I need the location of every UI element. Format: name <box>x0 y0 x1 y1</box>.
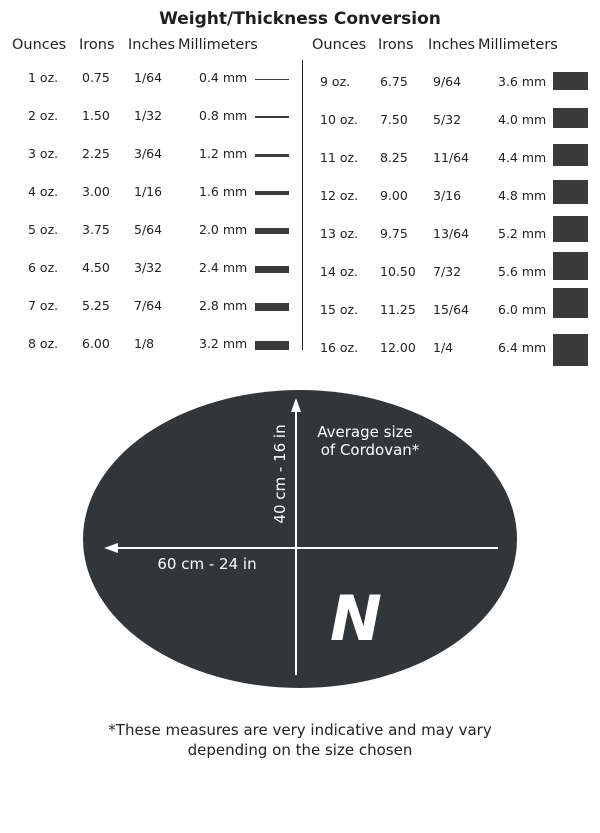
cell-left-irons: 3.00 <box>82 184 110 199</box>
cell-right-ounces: 13 oz. <box>320 226 359 241</box>
cell-left-mm: 2.0 mm <box>199 222 248 237</box>
cell-right-inches: 5/32 <box>433 112 462 127</box>
cell-left-mm: 1.2 mm <box>199 146 248 161</box>
cell-left-inches: 1/32 <box>134 108 163 123</box>
header-ounces-right: Ounces <box>312 37 367 53</box>
cell-right-mm: 6.0 mm <box>498 302 547 317</box>
vertical-dimension-label: 40 cm - 16 in <box>271 424 289 524</box>
cell-left-inches: 3/64 <box>134 146 163 161</box>
cell-right-ounces: 10 oz. <box>320 112 359 127</box>
cell-right-inches: 9/64 <box>433 74 462 89</box>
cell-left-ounces: 5 oz. <box>28 222 59 237</box>
cell-right-inches: 1/4 <box>433 340 454 355</box>
cell-left-inches: 1/16 <box>134 184 163 199</box>
cell-left-mm: 0.4 mm <box>199 70 248 85</box>
header-millimeters-right: Millimeters <box>478 37 558 53</box>
cell-left-ounces: 7 oz. <box>28 298 59 313</box>
cell-right-irons: 6.75 <box>380 74 408 89</box>
cell-left-irons: 3.75 <box>82 222 110 237</box>
cell-left-irons: 2.25 <box>82 146 110 161</box>
header-millimeters-left: Millimeters <box>178 37 258 53</box>
cell-left-mm: 3.2 mm <box>199 336 248 351</box>
cell-right-inches: 11/64 <box>433 150 470 165</box>
cell-left-ounces: 2 oz. <box>28 108 59 123</box>
cell-left-mm: 2.8 mm <box>199 298 248 313</box>
cell-left-inches: 7/64 <box>134 298 163 313</box>
cell-right-ounces: 15 oz. <box>320 302 359 317</box>
cell-left-mm: 0.8 mm <box>199 108 248 123</box>
cell-left-ounces: 6 oz. <box>28 260 59 275</box>
cell-left-ounces: 8 oz. <box>28 336 59 351</box>
cordovan-hide-ellipse <box>83 390 517 688</box>
header-irons-left: Irons <box>79 37 115 53</box>
header-ounces-left: Ounces <box>12 37 67 53</box>
disclaimer-line2: depending on the size chosen <box>187 741 413 759</box>
cell-left-irons: 4.50 <box>82 260 110 275</box>
cell-left-mm: 2.4 mm <box>199 260 248 275</box>
header-inches-right: Inches <box>428 37 476 53</box>
cell-left-inches: 1/8 <box>134 336 155 351</box>
brand-logo <box>330 582 382 655</box>
cell-right-irons: 10.50 <box>380 264 416 279</box>
cell-left-inches: 5/64 <box>134 222 163 237</box>
cell-right-mm: 6.4 mm <box>498 340 547 355</box>
cell-right-ounces: 14 oz. <box>320 264 359 279</box>
cell-right-irons: 8.25 <box>380 150 408 165</box>
disclaimer-line1: *These measures are very indicative and may vary <box>108 721 492 739</box>
cell-right-irons: 9.75 <box>380 226 408 241</box>
cell-left-ounces: 1 oz. <box>28 70 59 85</box>
cell-right-mm: 5.6 mm <box>498 264 547 279</box>
cell-right-irons: 7.50 <box>380 112 408 127</box>
horizontal-dimension-label: 60 cm - 24 in <box>157 555 257 573</box>
cell-left-irons: 5.25 <box>82 298 110 313</box>
cell-left-irons: 1.50 <box>82 108 110 123</box>
cell-right-inches: 3/16 <box>433 188 462 203</box>
cell-right-mm: 4.4 mm <box>498 150 547 165</box>
disclaimer-note <box>0 720 600 760</box>
diagram-label-line2: of Cordovan* <box>320 441 420 459</box>
cell-right-irons: 9.00 <box>380 188 408 203</box>
cell-right-ounces: 12 oz. <box>320 188 359 203</box>
cell-right-ounces: 16 oz. <box>320 340 359 355</box>
cell-right-mm: 5.2 mm <box>498 226 547 241</box>
cell-right-ounces: 11 oz. <box>320 150 359 165</box>
cell-left-ounces: 4 oz. <box>28 184 59 199</box>
cell-left-inches: 1/64 <box>134 70 163 85</box>
cell-left-inches: 3/32 <box>134 260 163 275</box>
logo-letter: N <box>330 582 382 655</box>
cell-right-irons: 12.00 <box>380 340 416 355</box>
cell-left-ounces: 3 oz. <box>28 146 59 161</box>
cell-right-mm: 3.6 mm <box>498 74 547 89</box>
cell-left-irons: 6.00 <box>82 336 110 351</box>
diagram-label-line1: Average size <box>317 423 413 441</box>
header-irons-right: Irons <box>378 37 414 53</box>
cell-left-mm: 1.6 mm <box>199 184 248 199</box>
cell-right-mm: 4.0 mm <box>498 112 547 127</box>
header-inches-left: Inches <box>128 37 176 53</box>
cell-right-inches: 15/64 <box>433 302 470 317</box>
cell-right-inches: 7/32 <box>433 264 462 279</box>
cell-right-mm: 4.8 mm <box>498 188 547 203</box>
cell-right-irons: 11.25 <box>380 302 416 317</box>
cell-right-inches: 13/64 <box>433 226 470 241</box>
page-title: Weight/Thickness Conversion <box>159 9 441 29</box>
cell-left-irons: 0.75 <box>82 70 110 85</box>
cell-right-ounces: 9 oz. <box>320 74 351 89</box>
